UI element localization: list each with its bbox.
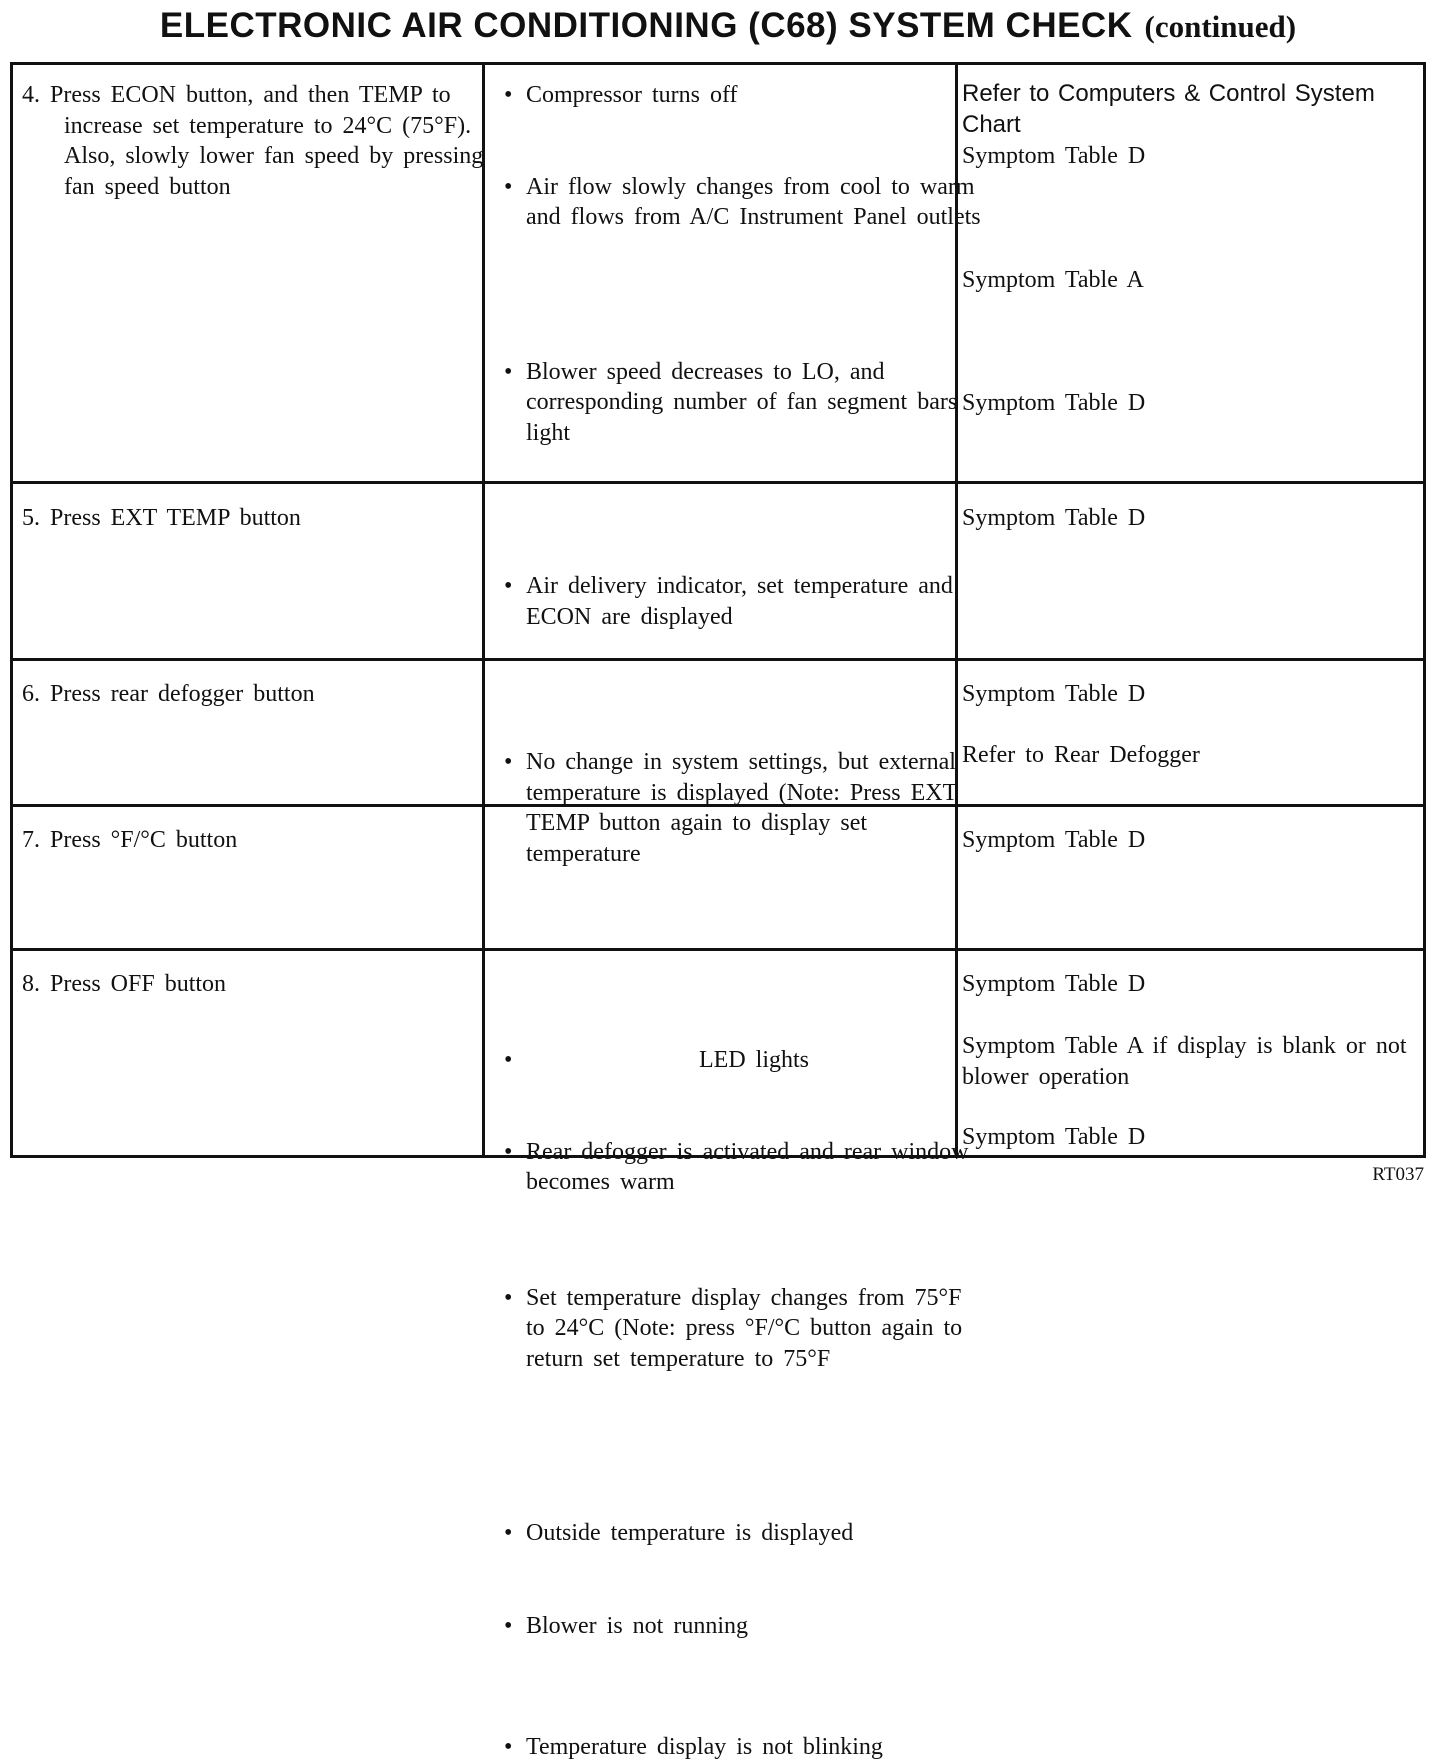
title-continued: (continued): [1144, 9, 1297, 44]
action-5-1: Symptom Table D: [962, 505, 1146, 531]
table-border-left: [10, 62, 13, 1158]
action-4-1: Refer to Computers & Control System Chart: [962, 80, 1375, 138]
result-4-3: • Blower speed decreases to LO, and corresponding number of fan segment bars light: [496, 357, 982, 449]
title-main: ELECTRONIC AIR CONDITIONING (C68) SYSTEM CHECK: [159, 6, 1133, 45]
action-4-2: Symptom Table D: [962, 143, 1146, 169]
step-6-text: 6. Press rear defogger button: [22, 681, 315, 707]
table-border-top: [10, 62, 1426, 65]
result-6-1: • LED lights: [496, 1045, 1022, 1076]
action-6-1: Symptom Table D: [962, 681, 1146, 707]
row-divider-1: [10, 481, 1426, 484]
row-divider-4: [10, 948, 1426, 951]
step-8-text: 8. Press OFF button: [22, 971, 227, 997]
result-4-2: • Air flow slowly changes from cool to warm and flows from A/C Instrument Panel outlets: [496, 172, 982, 233]
row-divider-2: [10, 658, 1426, 661]
action-8-3: Symptom Table D: [962, 1124, 1146, 1150]
result-4-4: • Air delivery indicator, set temperature and ECON are displayed: [496, 571, 982, 632]
action-4-3: Symptom Table A: [962, 267, 1144, 293]
result-8-1: • Outside temperature is displayed: [496, 1518, 982, 1549]
action-7-1: Symptom Table D: [962, 827, 1146, 853]
result-6-2: • Rear defogger is activated and rear window becomes warm: [496, 1137, 982, 1198]
action-4-4: Symptom Table D: [962, 390, 1146, 416]
action-8-1: Symptom Table D: [962, 971, 1146, 997]
action-6-2: Refer to Rear Defogger: [962, 742, 1200, 768]
result-8-3: • Temperature display is not blinking: [496, 1732, 982, 1763]
step-7-text: 7. Press °F/°C button: [22, 827, 238, 853]
page-title: [0, 0, 1456, 52]
action-8-2: Symptom Table A if display is blank or not blower operation: [962, 1033, 1407, 1090]
figure-code: RT037: [1372, 1164, 1424, 1185]
step-5-text: 5. Press EXT TEMP button: [22, 505, 301, 531]
result-4-1: • Compressor turns off: [496, 80, 982, 111]
step-4-text: 4. Press ECON button, and then TEMP to increase set temperature to 24°C (75°F). Also, slowly lower fan speed by pressing fan speed button: [22, 82, 484, 200]
column-divider-1: [482, 62, 485, 1158]
table-border-right: [1423, 62, 1426, 1158]
result-7-1: • Set temperature display changes from 75°F to 24°C (Note: press °F/°C button again to return set temperature to 75°F: [496, 1283, 982, 1375]
result-8-2: • Blower is not running: [496, 1611, 982, 1642]
result-5-1: • No change in system settings, but external temperature is displayed (Note: Press EXT TEMP button again to display set temperature: [496, 747, 982, 869]
